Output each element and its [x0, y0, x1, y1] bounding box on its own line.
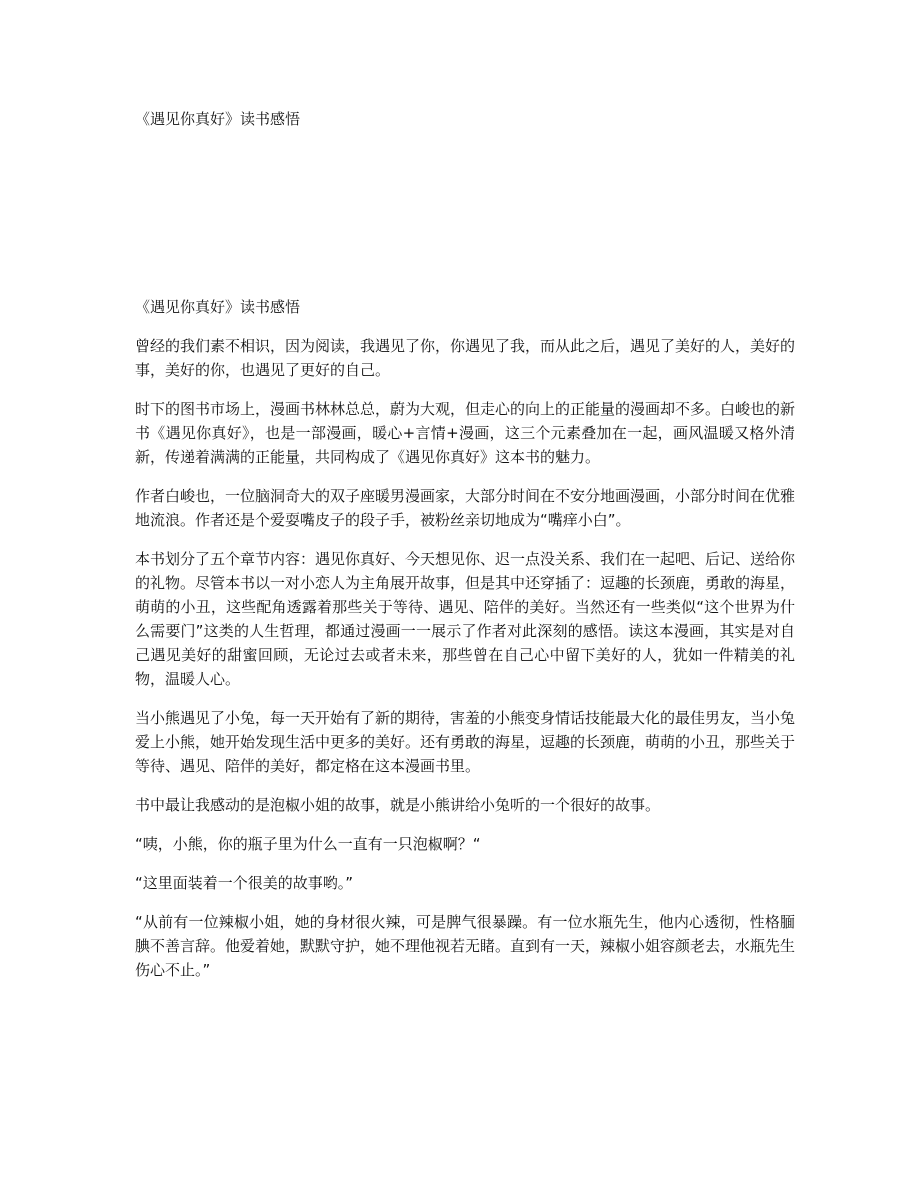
paragraph: 当小熊遇见了小兔，每一天开始有了新的期待，害羞的小熊变身情话技能最大化的最佳男友，当小兔爱上小熊，她开始发现生活中更多的美好。还有勇敢的海星，逗趣的长颈鹿，萌萌的小丑，那些关于等待、遇见、陪伴的美好，都定格在这本漫画书里。	[135, 709, 796, 775]
paragraph: 曾经的我们素不相识，因为阅读，我遇见了你，你遇见了我，而从此之后，遇见了美好的人，美好的事，美好的你，也遇见了更好的自己。	[135, 337, 796, 379]
page-header-title: 《遇见你真好》读书感悟	[135, 110, 301, 128]
document-body	[135, 297, 795, 997]
paragraph: 作者白峻也，一位脑洞奇大的双子座暖男漫画家，大部分时间在不安分地画漫画，小部分时间在优雅地流浪。作者还是个爱耍嘴皮子的段子手，被粉丝亲切地成为“嘴痒小白”。	[135, 487, 796, 529]
paragraph: 本书划分了五个章节内容：遇见你真好、今天想见你、迟一点没关系、我们在一起吧、后记、送给你的礼物。尽管本书以一对小恋人为主角展开故事，但是其中还穿插了：逗趣的长颈鹿，勇敢的海星，萌萌的小丑，这些配角透露着那些关于等待、遇见、陪伴的美好。当然还有一些类似“这个世界为什么需要门”这类的人生哲理，都通过漫画一一展示了作者对此深刻的感悟。读这本漫画，其实是对自己遇见美好的甜蜜回顾，无论过去或者未来，那些曾在自己心中留下美好的人，犹如一件精美的礼物，温暖人心。	[135, 550, 796, 688]
document-title: 《遇见你真好》读书感悟	[135, 298, 301, 316]
paragraph: “咦，小熊，你的瓶子里为什么一直有一只泡椒啊？“	[135, 835, 481, 853]
paragraph: 时下的图书市场上，漫画书林林总总，蔚为大观，但走心的向上的正能量的漫画却不多。白峻也的新书《遇见你真好》，也是一部漫画，暖心+言情+漫画，这三个元素叠加在一起，画风温暖又格外清新，传递着满满的正能量，共同构成了《遇见你真好》这本书的魅力。	[135, 400, 796, 466]
paragraph: “从前有一位辣椒小姐，她的身材很火辣，可是脾气很暴躁。有一位水瓶先生，他内心透彻，性格腼腆不善言辞。他爱着她，默默守护，她不理他视若无睹。直到有一天，辣椒小姐容颜老去，水瓶先生伤心不止。”	[135, 913, 796, 979]
paragraph: 书中最让我感动的是泡椒小姐的故事，就是小熊讲给小兔听的一个很好的故事。	[135, 796, 661, 814]
paragraph: “这里面装着一个很美的故事哟。”	[135, 874, 354, 892]
